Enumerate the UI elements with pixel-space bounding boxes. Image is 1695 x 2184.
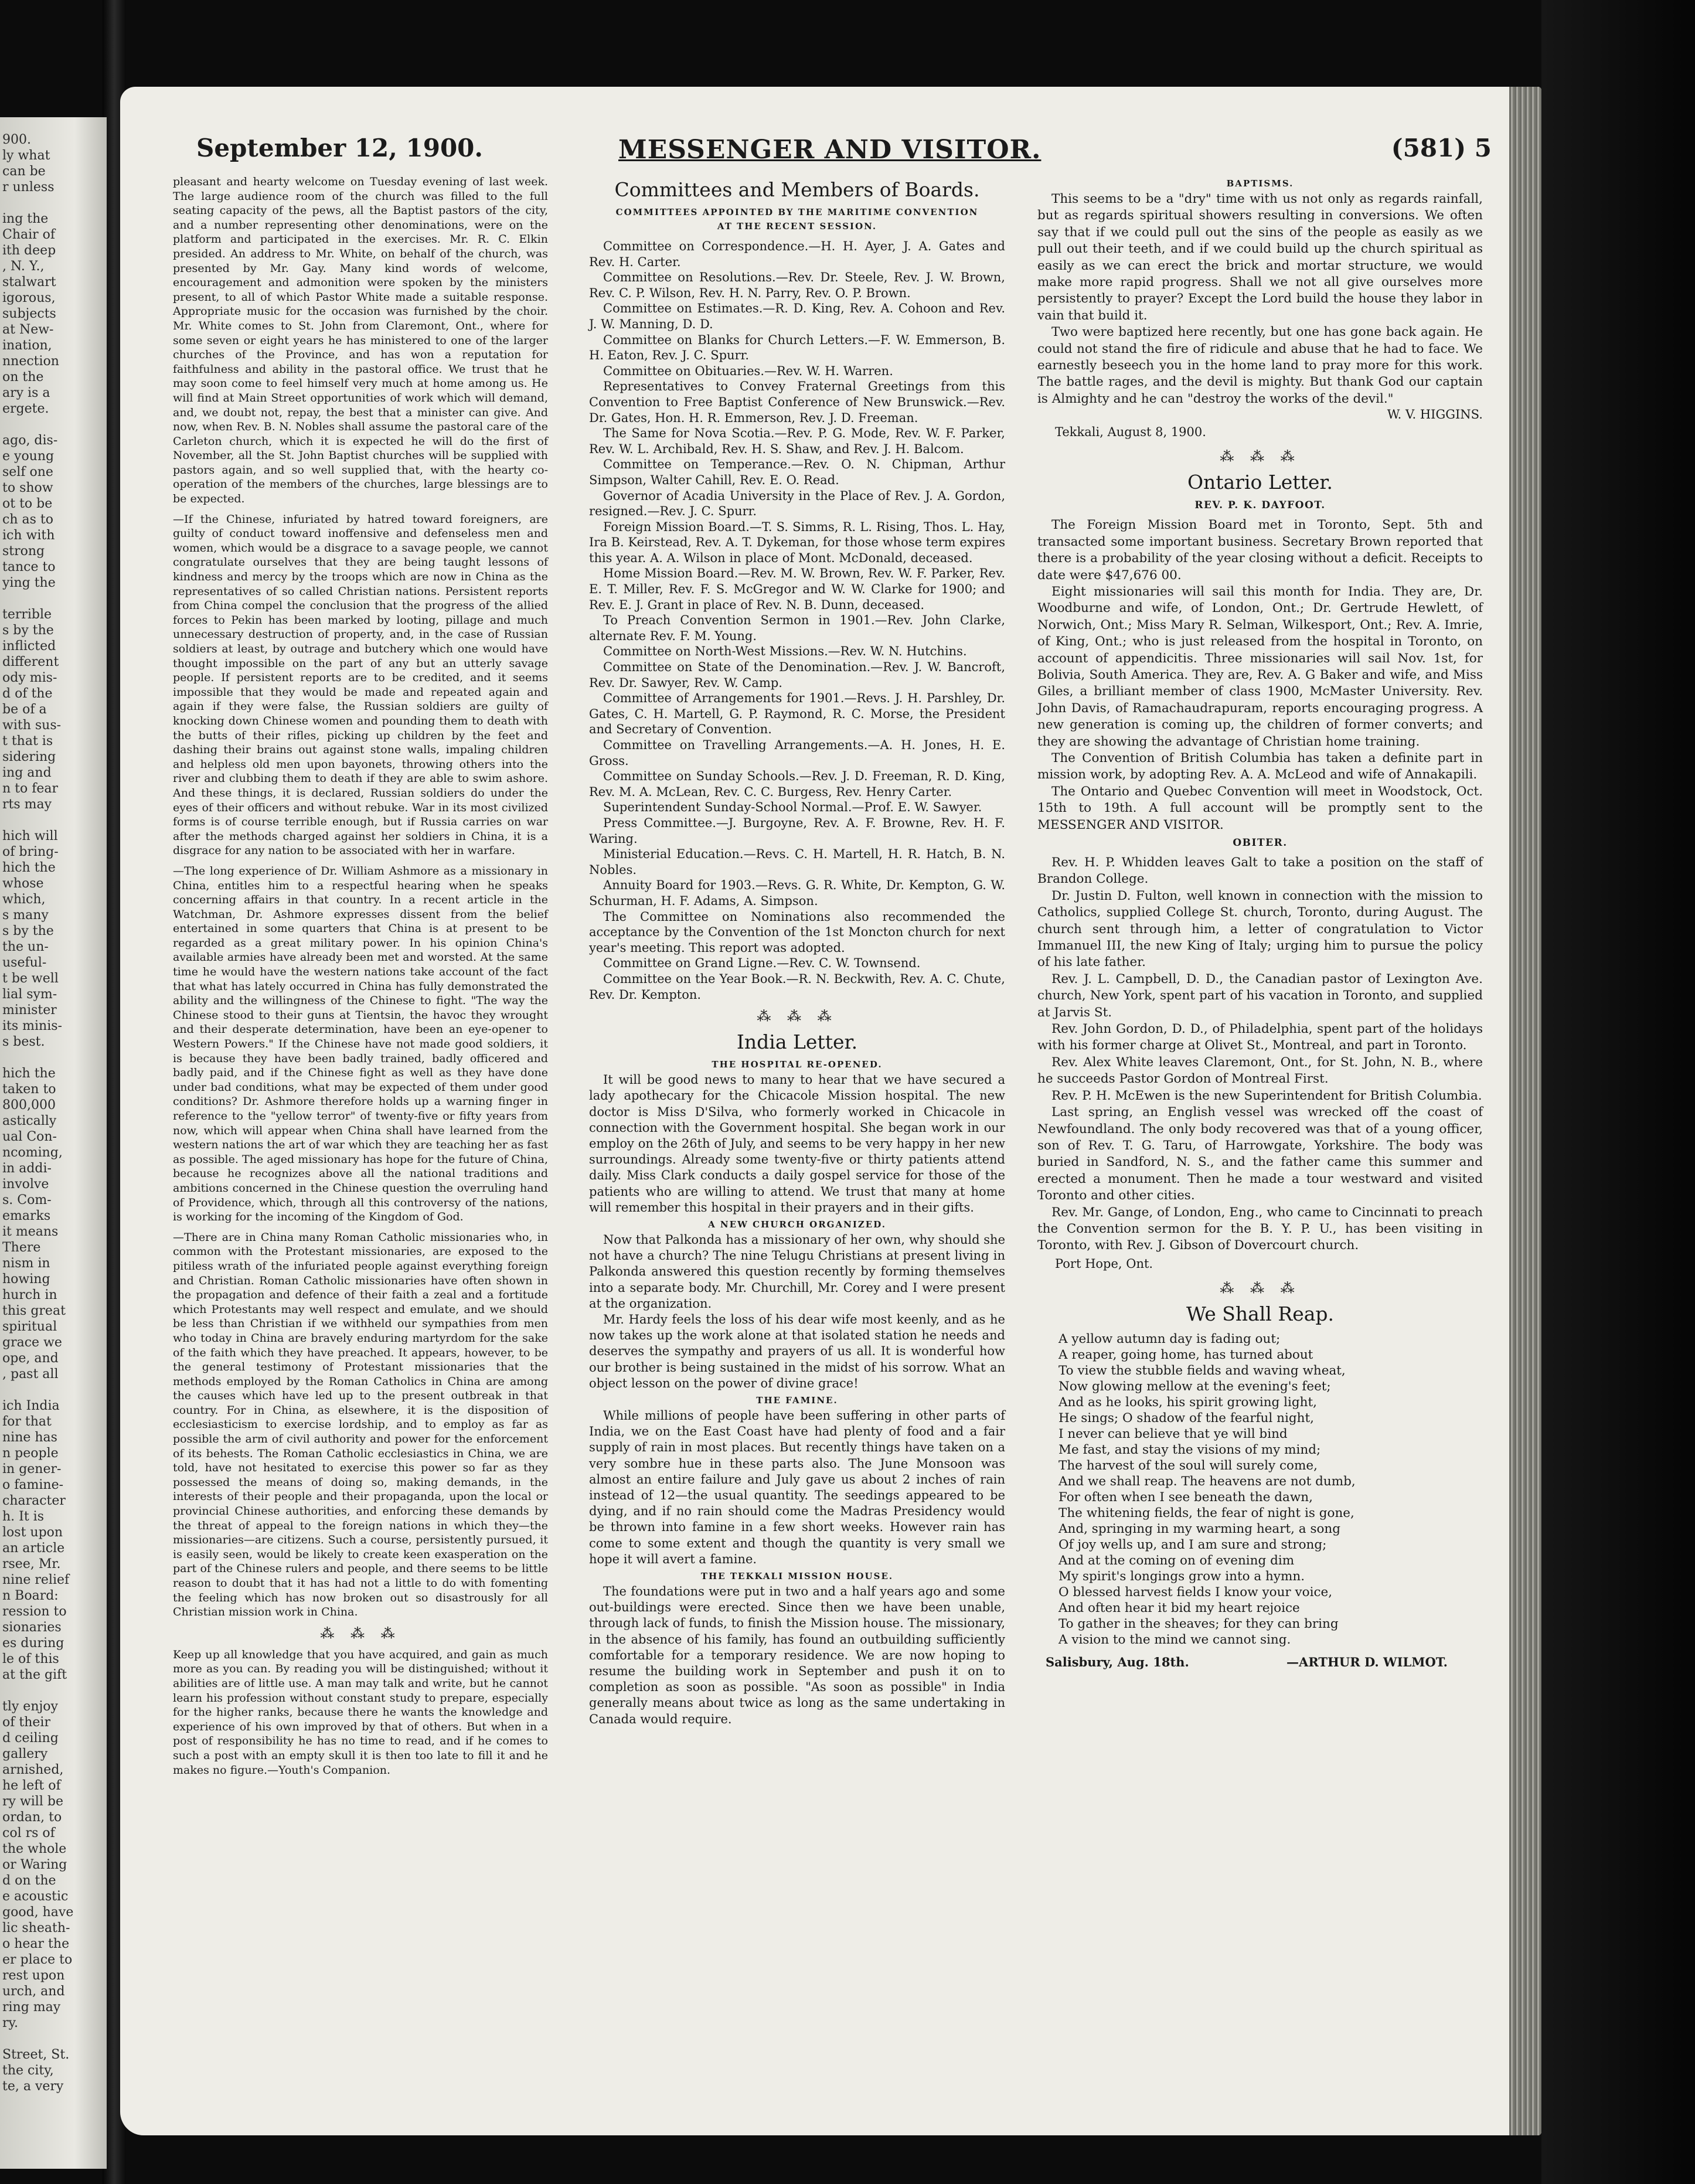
ontario-paragraph: The Foreign Mission Board met in Toronto, Sept. 5th and transacted some important business. Secretary Brown reported that there is a probability of the year closing without a deficit. Receipts to date were $47,676 00. bbox=[1037, 518, 1483, 583]
newspaper-page bbox=[120, 87, 1541, 2135]
poem-line: And we shall reap. The heavens are not dumb, bbox=[1058, 1474, 1356, 1489]
poem-line: Now glowing mellow at the evening's feet; bbox=[1058, 1379, 1331, 1394]
left-fragment-line: lost upon bbox=[2, 1525, 63, 1540]
poem-line: My spirit's longings grow into a hymn. bbox=[1058, 1569, 1305, 1584]
left-fragment-line: Street, St. bbox=[2, 2047, 70, 2062]
poem-line: A reaper, going home, has turned about bbox=[1058, 1347, 1313, 1362]
left-fragment-line: in gener- bbox=[2, 1462, 62, 1477]
poem-line: To gather in the sheaves; for they can bring bbox=[1058, 1616, 1339, 1631]
ontario-paragraph: The Convention of British Columbia has taken a definite part in mission work, by adopting Rev. A. A. McLeod and wife of Annakapili. bbox=[1037, 750, 1483, 783]
committee-entry: Committee on Resolutions.—Rev. Dr. Steele, Rev. J. W. Brown, Rev. C. P. Wilson, Rev. H. N. Parry, Rev. O. P. Brown. bbox=[589, 270, 1005, 300]
section-divider: ⁂ ⁂ ⁂ bbox=[320, 1625, 401, 1642]
left-fragment-line: Chair of bbox=[2, 227, 56, 242]
left-fragment-line: spiritual bbox=[2, 1319, 57, 1334]
left-fragment-line: stalwart bbox=[2, 275, 56, 290]
background-dark bbox=[1541, 0, 1695, 2184]
ontario-place: Port Hope, Ont. bbox=[1055, 1256, 1153, 1271]
committee-entry: Committee on Sunday Schools.—Rev. J. D. Freeman, R. D. King, Rev. M. A. McLean, Rev. C. C. Burgess, Rev. Henry Carter. bbox=[589, 769, 1005, 799]
left-fragment-line: to show bbox=[2, 481, 53, 495]
left-fragment-line: ich India bbox=[2, 1399, 60, 1413]
left-fragment-line: of their bbox=[2, 1715, 50, 1730]
ontario-paragraphs bbox=[1037, 517, 1483, 834]
left-fragment-line: ly what bbox=[2, 148, 50, 163]
left-fragment-line: n Board: bbox=[2, 1588, 59, 1603]
poem-line: To view the stubble fields and waving wheat, bbox=[1058, 1363, 1346, 1378]
left-fragment-line: There bbox=[2, 1240, 41, 1255]
left-fragment-line: minister bbox=[2, 1003, 57, 1018]
column-right bbox=[1037, 175, 1483, 1676]
left-fragment-line: 900. bbox=[2, 132, 31, 147]
poem-line: The harvest of the soul will surely come, bbox=[1058, 1458, 1318, 1473]
poem-title: We Shall Reap. bbox=[1186, 1302, 1335, 1325]
poem-place: Salisbury, Aug. 18th. bbox=[1046, 1654, 1189, 1669]
left-fragment-line: s by the bbox=[2, 924, 54, 938]
left-fragment-line: ination, bbox=[2, 338, 52, 353]
left-fragment-line: ergete. bbox=[2, 402, 49, 416]
committee-entry: Committee on the Year Book.—R. N. Beckwith, Rev. A. C. Chute, Rev. Dr. Kempton. bbox=[589, 971, 1005, 1002]
mission-house-heading: THE TEKKALI MISSION HOUSE. bbox=[700, 1570, 894, 1581]
section-divider: ⁂ ⁂ ⁂ bbox=[1220, 1280, 1301, 1297]
left-fragment-line: ary is a bbox=[2, 386, 50, 400]
committee-entry: Foreign Mission Board.—T. S. Simms, R. L. Rising, Thos. L. Hay, Ira B. Keirstead, Rev. A. T. Dykeman, for those whose term expires this year. A. A. Wilson in place of Mont. McDonald, deceased. bbox=[589, 519, 1005, 565]
left-fragment-line: gallery bbox=[2, 1747, 48, 1761]
committee-entry: Committee on Obituaries.—Rev. W. H. Warren. bbox=[603, 363, 893, 378]
poem-line: A yellow autumn day is fading out; bbox=[1058, 1331, 1281, 1346]
left-fragment-line: with sus- bbox=[2, 718, 62, 733]
chinese-paragraph: —If the Chinese, infuriated by hatred toward foreigners, are guilty of conduct toward inoffensive and defenseless men and women, which would be a disgrace to a savage people, we cannot congratulate ourselves that they are being taught lessons of kindness and mercy by the troops which are now in China as the representatives of so called Christian nations. Persistent reports from China compel the conclusion that the progress of the allied forces to Pekin has been marked by looting, pillage and much unnecessary destruction of property, and, in the case of Russian soldiers at least, by outrage and butchery which one would have thought impossible on the part of any but an utterly savage people. If persistent reports are to be credited, and it seems impossible that they would be made and repeated again and again if they were false, the Russian soldiers are guilty of knocking down Chinese women and pounding them to death with the butts of their rifles, picking up children by the feet and dashing their brains out against stone walls, impaling children and helpless old men upon bayonets, throwing others into the river and clubbing them to death if they are able to swim ashore. And these things, it is declared, Russian soldiers do under the eyes of their officers and without rebuke. War in its most civilized forms is of course terrible enough, but if Russia carries on war after the methods charged against her soldiers in China, it is a disgrace for any nation to be associated with her in warfare. bbox=[173, 512, 548, 858]
left-fragment-line: useful- bbox=[2, 955, 47, 970]
left-fragment-line: terrible bbox=[2, 607, 52, 622]
baptisms-signature: W. V. HIGGINS. bbox=[1387, 407, 1483, 422]
left-page-fragment bbox=[0, 117, 107, 2169]
welcome-paragraph: pleasant and hearty welcome on Tuesday evening of last week. The large audience room of the church was filled to the full seating capacity of the pews, all the Baptist pastors of the city, and a number representing other denominations, were on the platform and participated in the exercises. Mr. R. C. Elkin presided. An address to Mr. White, on behalf of the church, was presented by Mr. Gay. Many kind words of welcome, encouragement and admonition were spoken by the ministers present, to all of which Pastor White made a suitable response. Appropriate music for the occasion was furnished by the choir. Mr. White comes to St. John from Claremont, Ont., where for some seven or eight years he has ministered to one of the larger churches of the Province, and has won a reputation for faithfulness and ability in the pastoral office. We trust that he may soon come to feel himself very much at home among us. He will find at Main Street opportunities of work which will demand, and, we doubt not, repay, the best that a minister can give. And now, when Rev. B. N. Nobles shall assume the pastoral care of the Carleton church, which it is expected he will do the first of November, all the St. John Baptist churches will be supplied with pastors again, and so well supplied that, with the hearty co-operation of the members of the churches, large blessings are to be expected. bbox=[173, 175, 548, 506]
poem-line: And, springing in my warming heart, a song bbox=[1058, 1521, 1341, 1536]
poem-line: The whitening fields, the fear of night is gone, bbox=[1058, 1505, 1354, 1520]
committee-entry: Ministerial Education.—Revs. C. H. Martell, H. R. Hatch, B. N. Nobles. bbox=[589, 847, 1005, 877]
left-fragment-line: ry. bbox=[2, 2016, 19, 2030]
left-fragment-line: the city, bbox=[2, 2063, 54, 2078]
left-fragment-line: o famine- bbox=[2, 1478, 64, 1492]
committee-entry: The Committee on Nominations also recommended the acceptance by the Convention of the 1st Moncton church for next year's meeting. This report was adopted. bbox=[589, 909, 1005, 955]
poem-line: A vision to the mind we cannot sing. bbox=[1058, 1632, 1291, 1647]
left-fragment-line: astically bbox=[2, 1114, 57, 1128]
famine-heading: THE FAMINE. bbox=[756, 1394, 838, 1406]
left-fragment-line: involve bbox=[2, 1177, 49, 1192]
left-fragment-line: whose bbox=[2, 876, 44, 891]
left-fragment-line: h. It is bbox=[2, 1509, 45, 1524]
left-fragment-line: self one bbox=[2, 465, 53, 479]
left-fragment-line: ope, and bbox=[2, 1351, 59, 1366]
left-fragment-line: ncoming, bbox=[2, 1145, 63, 1160]
ashmore-paragraph: —The long experience of Dr. William Ashmore as a missionary in China, entitles him to a respectful hearing when he speaks concerning affairs in that country. In a recent article in the Watchman, Dr. Ashmore expresses dissent from the belief entertained in some quarters that China is at present to be regarded as a great military power. In his opinion China's available armies have already been met and worsted. At the same time he would have the western nations take account of the fact that what has lately occurred in China has fully demonstrated the ability and the willingness of the Chinese to fight. "The way the Chinese stood to their guns at Tientsin, the havoc they wrought and their desperate determination, have been an eye-opener to Western Powers." If the Chinese have not made good soldiers, it is because they have been badly trained, badly officered and badly paid, and if the Chinese fight as well as they have done under bad conditions, what may be expected of them under good conditions? Dr. Ashmore therefore holds up a warning finger in reference to the "yellow terror" of twenty-five or fifty years from now, which will appear when China shall have learned from the western nations the art of war which they are teaching her as fast as possible. The aged missionary has hope for the future of China, because he recognizes above all the national traditions and ambitions concerned in the Chinese question the overruling hand of Providence, which, through all this controversy of the nations, is working for the incoming of the Kingdom of God. bbox=[173, 864, 548, 1224]
left-fragment-line: an article bbox=[2, 1541, 65, 1556]
committee-entry: Press Committee.—J. Burgoyne, Rev. A. F. Browne, Rev. H. F. Waring. bbox=[589, 815, 1005, 846]
left-fragment-line: hich the bbox=[2, 860, 56, 875]
left-fragment-line: s. Com- bbox=[2, 1193, 52, 1207]
left-fragment-line: the whole bbox=[2, 1842, 67, 1856]
poem bbox=[1058, 1331, 1483, 1648]
ontario-byline: REV. P. K. DAYFOOT. bbox=[1194, 499, 1326, 512]
committee-entry: Governor of Acadia University in the Place of Rev. J. A. Gordon, resigned.—Rev. J. C. Spurr. bbox=[589, 488, 1005, 519]
india-letter-title: India Letter. bbox=[736, 1030, 858, 1054]
left-fragment-line: rts may bbox=[2, 797, 52, 812]
obiter-paragraph: Rev. Alex White leaves Claremont, Ont., for St. John, N. B., where he succeeds Pastor Gordon of Montreal First. bbox=[1037, 1054, 1483, 1087]
committee-entry: Committee on Estimates.—R. D. King, Rev. A. Cohoon and Rev. J. W. Manning, D. D. bbox=[589, 301, 1005, 331]
left-fragment-line: ry will be bbox=[2, 1794, 63, 1809]
header-date: September 12, 1900. bbox=[196, 134, 484, 162]
left-fragment-line: tance to bbox=[2, 560, 56, 574]
committees-subtitle: COMMITTEES APPOINTED BY THE MARITIME CONVENTION bbox=[615, 207, 979, 217]
left-fragment-line: 800,000 bbox=[2, 1098, 56, 1113]
hospital-paragraph: It will be good news to many to hear that we have secured a lady apothecary for the Chicacole Mission hospital. The new doctor is Miss D'Silva, who formerly worked in Chicacole in connection with the Government hospital. She began work in our employ on the 26th of July, and seems to be very happy in her new surroundings. Already some twenty-five or thirty patients attend daily. Miss Clark conducts a daily gospel service for those of the patients who are willing to attend. We trust that many at home will remember this hospital in their prayers and in their gifts. bbox=[589, 1073, 1005, 1215]
committee-entry: Committee on Travelling Arrangements.—A. H. Jones, H. E. Gross. bbox=[589, 738, 1005, 768]
left-fragment-line: in addi- bbox=[2, 1161, 52, 1176]
section-divider: ⁂ ⁂ ⁂ bbox=[1220, 448, 1301, 465]
left-fragment-line: , N. Y., bbox=[2, 259, 45, 274]
left-fragment-line: ying the bbox=[2, 576, 56, 590]
left-fragment-line: es during bbox=[2, 1636, 64, 1651]
committee-entry: Superintendent Sunday-School Normal.—Prof. E. W. Sawyer. bbox=[603, 800, 982, 815]
committee-entry: Committee of Arrangements for 1901.—Revs. J. H. Parshley, Dr. Gates, C. H. Martell, G. P. Raymond, R. C. Morse, the President and Secretary of Convention. bbox=[589, 691, 1005, 737]
baptisms-paragraph-2: Two were baptized here recently, but one has gone back again. He could not stand the fire of ridicule and abuse that he had to face. We earnestly beseech you in the home land to pray more for this work. The battle rages, and the devil is mighty. But thank God our captain is Almighty and he can "destroy the works of the devil." bbox=[1037, 325, 1483, 406]
left-fragment-line: of bring- bbox=[2, 845, 59, 859]
committee-entry: The Same for Nova Scotia.—Rev. P. G. Mode, Rev. W. F. Parker, Rev. W. L. Archibald, Rev. H. S. Shaw, and Rev. J. H. Balcom. bbox=[589, 426, 1005, 456]
page-edges bbox=[1509, 87, 1541, 2135]
masthead: MESSENGER AND VISITOR. bbox=[618, 135, 1041, 165]
left-fragment-line: ago, dis- bbox=[2, 433, 58, 448]
left-fragment-line: hich will bbox=[2, 829, 58, 843]
left-fragment-line: tly enjoy bbox=[2, 1699, 58, 1714]
left-fragment-line: inflicted bbox=[2, 639, 56, 654]
left-fragment-line: nism in bbox=[2, 1256, 50, 1271]
left-fragment-line: n people bbox=[2, 1446, 59, 1461]
obiter-paragraphs bbox=[1037, 855, 1483, 1254]
left-fragment-line: , past all bbox=[2, 1367, 59, 1382]
left-fragment-line: d ceiling bbox=[2, 1731, 59, 1746]
left-fragment-line: for that bbox=[2, 1414, 52, 1429]
left-fragment-line: t be well bbox=[2, 971, 59, 986]
section-divider: ⁂ ⁂ ⁂ bbox=[757, 1008, 838, 1025]
left-fragment-line: rest upon bbox=[2, 1968, 65, 1983]
poem-line: Of joy wells up, and I am sure and strong; bbox=[1058, 1537, 1327, 1552]
left-fragment-line: nnection bbox=[2, 354, 59, 369]
page-number: (581) 5 bbox=[1391, 134, 1492, 162]
obiter-paragraph: Rev. John Gordon, D. D., of Philadelphia, spent part of the holidays with his former charge at Olivet St., Montreal, and part in Toronto. bbox=[1037, 1022, 1483, 1053]
left-fragment-line: urch, and bbox=[2, 1984, 65, 1999]
poem-line: I never can believe that ye will bind bbox=[1058, 1426, 1288, 1441]
left-fragment-line: ody mis- bbox=[2, 671, 57, 685]
ontario-letter-title: Ontario Letter. bbox=[1187, 471, 1333, 494]
left-fragment-line: le of this bbox=[2, 1652, 59, 1666]
obiter-paragraph: Dr. Justin D. Fulton, well known in connection with the mission to Catholics, supplied College St. church, Toronto, during August. The church sent through him, a letter of congratulation to Victor Immanuel III, the new King of Italy; urging him to pursue the policy of his late father. bbox=[1037, 888, 1483, 970]
left-fragment-line: the un- bbox=[2, 940, 49, 954]
obiter-paragraph: Rev. P. H. McEwen is the new Superintendent for British Columbia. bbox=[1051, 1088, 1482, 1103]
left-fragment-line: s many bbox=[2, 908, 49, 923]
left-fragment-line: ual Con- bbox=[2, 1130, 57, 1144]
left-fragment-line: ring may bbox=[2, 2000, 61, 2015]
committee-entry: To Preach Convention Sermon in 1901.—Rev. John Clarke, alternate Rev. F. M. Young. bbox=[589, 613, 1005, 643]
committee-entry: Committee on North-West Missions.—Rev. W. N. Hutchins. bbox=[603, 644, 967, 659]
committee-entry: Committee on Blanks for Church Letters.—F. W. Emmerson, B. H. Eaton, Rev. J. C. Spurr. bbox=[589, 332, 1005, 363]
left-fragment-line: lic sheath- bbox=[2, 1921, 70, 1935]
left-fragment-line: sidering bbox=[2, 750, 56, 764]
poem-line: Me fast, and stay the visions of my mind; bbox=[1058, 1442, 1321, 1457]
left-fragment-line: e acoustic bbox=[2, 1889, 69, 1904]
left-fragment-line: r unless bbox=[2, 180, 55, 195]
baptisms-dateline: Tekkali, August 8, 1900. bbox=[1055, 425, 1206, 440]
left-fragment-line: ch as to bbox=[2, 512, 53, 527]
column-left bbox=[173, 175, 548, 1783]
left-fragment-line: he left of bbox=[2, 1778, 61, 1793]
left-fragment-line: hich the bbox=[2, 1066, 56, 1081]
left-fragment-line: d of the bbox=[2, 686, 53, 701]
poem-line: For often when I see beneath the dawn, bbox=[1058, 1489, 1313, 1505]
left-fragment-line: this great bbox=[2, 1304, 66, 1318]
poem-line: He sings; O shadow of the fearful night, bbox=[1058, 1410, 1314, 1426]
left-fragment-line: howing bbox=[2, 1272, 50, 1287]
obiter-paragraph: Rev. J. L. Campbell, D. D., the Canadian pastor of Lexington Ave. church, New York, spent part of his vacation in Toronto, and supplied at Jarvis St. bbox=[1037, 971, 1483, 1020]
obiter-paragraph: Last spring, an English vessel was wrecked off the coast of Newfoundland. The only body recovered was that of a young officer, son of Rev. T. G. Taru, of Harrowgate, Yorkshire. The body was buried in Sandford, N. S., and the father came this summer and erected a monument. Then he made a tour westward and visited Toronto and other cities. bbox=[1037, 1105, 1483, 1203]
ontario-paragraph: The Ontario and Quebec Convention will meet in Woodstock, Oct. 15th to 19th. A full account will be promptly sent to the MESSENGER AND VISITOR. bbox=[1037, 784, 1483, 832]
left-fragment-line: character bbox=[2, 1494, 66, 1508]
famine-paragraph: While millions of people have been suffering in other parts of India, we on the East Coast have had plenty of food and a fair supply of rain in most places. But recently things have taken on a very sombre hue in these parts also. The June Monsoon was almost an entire failure and July gave us about 2 inches of rain instead of 12—the usual quantity. The seedings appeared to be dying, and if no rain should come the Madras Presidency would be thrown into famine in a few short weeks. However rain has come to some extent and though the quantity is very small we hope it will avert a famine. bbox=[589, 1408, 1005, 1566]
left-fragment-line: er place to bbox=[2, 1952, 73, 1967]
left-fragment-line: at the gift bbox=[2, 1668, 67, 1682]
committee-entry: Representatives to Convey Fraternal Greetings from this Convention to Free Baptist Conference of New Brunswick.—Rev. Dr. Gates, Hon. H. R. Emmerson, Rev. J. D. Freeman. bbox=[589, 379, 1005, 425]
committee-entry: Annuity Board for 1903.—Revs. G. R. White, Dr. Kempton, G. W. Schurman, H. F. Adams, A. Simpson. bbox=[589, 878, 1005, 908]
left-fragment-line: ich with bbox=[2, 528, 55, 543]
left-fragment-line: hurch in bbox=[2, 1288, 57, 1302]
committee-entry: Committee on State of the Denomination.—Rev. J. W. Bancroft, Rev. Dr. Sawyer, Rev. W. Camp. bbox=[589, 660, 1005, 690]
left-fragment-line: t that is bbox=[2, 734, 53, 749]
left-fragment-line: its minis- bbox=[2, 1019, 62, 1033]
left-fragment-line: rsee, Mr. bbox=[2, 1557, 61, 1571]
left-fragment-line: or Waring bbox=[2, 1858, 67, 1872]
left-fragment-line: o hear the bbox=[2, 1937, 70, 1951]
left-fragment-line: nine relief bbox=[2, 1573, 70, 1587]
church-heading: A NEW CHURCH ORGANIZED. bbox=[708, 1219, 886, 1230]
left-fragment-line: e young bbox=[2, 449, 55, 464]
poem-footer bbox=[1037, 1655, 1483, 1676]
mission-house-paragraph: The foundations were put in two and a half years ago and some out-buildings were erected. Since then we have been unable, through lack of funds, to finish the Mission house. The missionary, in the absence of his family, has found an outbuilding sufficiently comfortable for a temporary residence. We are now hoping to resume the building work in September and push it on to completion as soon as possible. "As soon as possible" in India generally means about twice as long as the same undertaking in Canada would require. bbox=[589, 1584, 1005, 1726]
left-fragment-line: ordan, to bbox=[2, 1810, 62, 1825]
poem-line: And as he looks, his spirit growing light, bbox=[1058, 1394, 1317, 1410]
left-fragment-line: strong bbox=[2, 544, 45, 559]
left-fragment-line: taken to bbox=[2, 1082, 56, 1097]
column-middle bbox=[589, 175, 1005, 1727]
left-fragment-line: arnished, bbox=[2, 1763, 64, 1777]
poem-line: And at the coming on of evening dim bbox=[1058, 1553, 1295, 1568]
committee-list bbox=[589, 239, 1005, 1002]
committee-entry: Committee on Grand Ligne.—Rev. C. W. Townsend. bbox=[603, 956, 921, 971]
catholic-paragraph: —There are in China many Roman Catholic missionaries who, in common with the Protestant missionaries, are exposed to the pitiless wrath of the infuriated people against everything foreign and Christian. Roman Catholic missionaries have often shown in the propagation and defence of their faith a zeal and a fortitude which Protestants may well respect and emulate, and we should be less than Christian if we withheld our sympathies from men who today in China are bravely enduring martyrdom for the sake of the faith which they have preached. It appears, however, to be the general testimony of Protestant missionaries that the methods employed by the Roman Catholics in China are among the causes which have led up to the present outbreak in that country. For in China, as elsewhere, it is the disposition of ecclesiasticism to exercise lordship, and to employ as far as possible the arm of civil authority and power for the enforcement of its behests. The Roman Catholic ecclesiastics in China, we are told, have not hesitated to exercise this power so far as they possessed the means of doing so, making demands, in the interests of their people and their propaganda, upon the local or provincial Chinese authorities, and enforcing these demands by the threat of appeal to the foreign nations in which they—the missionaries—are citizens. Such a course, persistently pursued, it is easily seen, would be likely to create keen exasperation on the part of the Chinese rulers and people, and there seems to be little reason to doubt that it has had not a little to do with fomenting the feeling which has now broken out so disastrously for all Christian mission work in China. bbox=[173, 1230, 548, 1619]
baptisms-heading: BAPTISMS. bbox=[1226, 178, 1294, 189]
left-fragment-line: ing and bbox=[2, 766, 52, 780]
knowledge-paragraph: Keep up all knowledge that you have acquired, and gain as much more as you can. By reading you will be distinguished; without it abilities are of little use. A man may talk and write, but he cannot learn his profession without constant study to prepare, especially for the higher ranks, because there he wants the knowledge and experience of his own improved by that of others. But when in a post of responsibility he has no time to read, and if he comes to such a post with an empty skull it is then too late to fill it and he makes no figure.—Youth's Companion. bbox=[173, 1648, 548, 1777]
committees-title: Committees and Members of Boards. bbox=[614, 178, 980, 201]
poem-line: O blessed harvest fields I know your voice, bbox=[1058, 1584, 1333, 1600]
committee-entry: Home Mission Board.—Rev. M. W. Brown, Rev. W. F. Parker, Rev. E. T. Miller, Rev. F. S. McGregor and W. W. Clarke for 1900; and Rev. E. J. Grant in place of Rev. N. B. Dunn, deceased. bbox=[589, 566, 1005, 612]
left-fragment-line: grace we bbox=[2, 1335, 62, 1350]
obiter-heading: OBITER. bbox=[1233, 837, 1288, 849]
left-fragment-line: sionaries bbox=[2, 1620, 62, 1635]
left-fragment-line: ing the bbox=[2, 212, 49, 226]
hardy-paragraph: Mr. Hardy feels the loss of his dear wife most keenly, and as he now takes up the work alone at that isolated station he needs and deserves the sympathy and prayers of us all. It is wonderful how our brother is being sustained in the midst of his sorrow. What an object lesson on the power of divine grace! bbox=[589, 1312, 1005, 1390]
left-fragment-line: ot to be bbox=[2, 496, 53, 511]
committees-subtitle-2: AT THE RECENT SESSION. bbox=[717, 221, 877, 232]
obiter-paragraph: Rev. H. P. Whidden leaves Galt to take a position on the staff of Brandon College. bbox=[1037, 855, 1483, 887]
committee-entry: Committee on Temperance.—Rev. O. N. Chipman, Arthur Simpson, Walter Cahill, Rev. E. O. Read. bbox=[589, 457, 1005, 487]
left-fragment-line: s by the bbox=[2, 623, 54, 638]
ontario-paragraph: Eight missionaries will sail this month for India. They are, Dr. Woodburne and wife, of London, Ont.; Dr. Gertrude Hewlett, of Norwich, Ont.; Miss Mary R. Selman, Wilkesport, Ont.; Rev. A. Imrie, of King, Ont.; who is just released from the hospital in Toronto, on account of appendicitis. Three missionaries will sail Nov. 1st, for Bolivia, South America. They are, Rev. A. G Baker and wife, and Miss Giles, a brilliant member of class 1900, McMaster University. Rev. John Davis, of Ramachaudrapuram, reports encouraging progress. A new generation is coming up, the children of former converts; and they are showing the advantage of Christian home training. bbox=[1037, 584, 1483, 749]
left-fragment-line: which, bbox=[2, 892, 46, 907]
church-paragraph: Now that Palkonda has a missionary of her own, why should she not have a church? The nine Telugu Christians at present living in Palkonda answered this question recently by forming themselves into a separate body. Mr. Churchill, Mr. Corey and I were present at the organization. bbox=[589, 1232, 1005, 1311]
left-fragment-line: d on the bbox=[2, 1873, 56, 1888]
left-fragment-line: ith deep bbox=[2, 243, 56, 258]
left-fragment-line: subjects bbox=[2, 307, 56, 321]
left-fragment-line: nine has bbox=[2, 1430, 57, 1445]
left-fragment-line: be of a bbox=[2, 702, 47, 717]
left-fragment-line: n to fear bbox=[2, 781, 59, 796]
poem-author: —ARTHUR D. WILMOT. bbox=[1286, 1654, 1448, 1669]
left-fragment-line: ression to bbox=[2, 1604, 67, 1619]
left-fragment-line: at New- bbox=[2, 322, 54, 337]
left-fragment-line: can be bbox=[2, 164, 46, 179]
left-fragment-line: on the bbox=[2, 370, 44, 385]
hospital-heading: THE HOSPITAL RE-OPENED. bbox=[712, 1059, 883, 1070]
left-fragment-line: emarks bbox=[2, 1209, 51, 1223]
left-fragment-line: igorous, bbox=[2, 291, 56, 305]
left-fragment-line: col rs of bbox=[2, 1826, 55, 1841]
committee-entry: Committee on Correspondence.—H. H. Ayer, J. A. Gates and Rev. H. Carter. bbox=[589, 239, 1005, 269]
left-fragment-line: different bbox=[2, 655, 59, 669]
left-fragment-line: lial sym- bbox=[2, 987, 57, 1002]
left-fragment-line: good, have bbox=[2, 1905, 74, 1920]
obiter-paragraph: Rev. Mr. Gange, of London, Eng., who came to Cincinnati to preach the Convention sermon for the B. Y. P. U., has been visiting in Toronto, with Rev. J. Gibson of Dovercourt church. bbox=[1037, 1205, 1483, 1253]
left-fragment-line: it means bbox=[2, 1224, 59, 1239]
left-fragment-line: te, a very bbox=[2, 2079, 64, 2094]
poem-line: And often hear it bid my heart rejoice bbox=[1058, 1600, 1300, 1615]
left-fragment-line: s best. bbox=[2, 1035, 45, 1049]
baptisms-paragraph: This seems to be a "dry" time with us not only as regards rainfall, but as regards spiritual showers resulting in conversions. We often say that if we could pull out the sins of the people as easily as we pull out their teeth, and if we could build up the church spiritual as easily as we can erect the brick and mortar structure, we would make more rapid progress. Shall we not all give ourselves more persistently to prayer? Except the Lord build the house they labor in vain that build it. bbox=[1037, 192, 1483, 323]
